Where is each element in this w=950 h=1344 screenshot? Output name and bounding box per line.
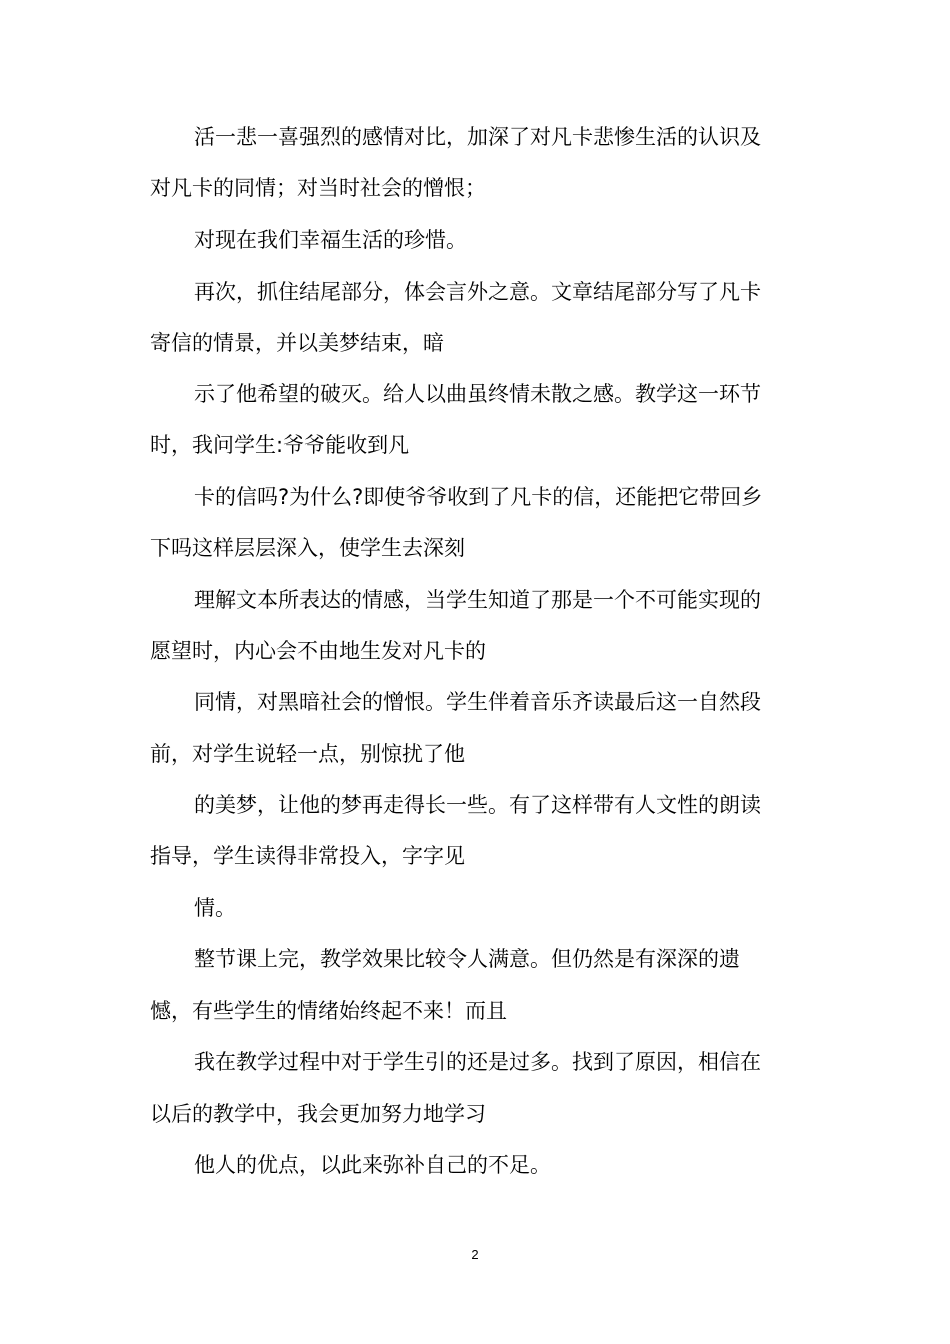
text-line-21: 他人的优点，以此来弥补自己的不足。: [194, 1153, 551, 1177]
page-number: 2: [471, 1247, 479, 1262]
text-line-14: 的美梦，让他的梦再走得长一些。有了这样带有人文性的朗读: [194, 793, 761, 817]
text-line-20: 以后的教学中，我会更加努力地学习: [150, 1102, 486, 1126]
text-line-19: 我在教学过程中对于学生引的还是过多。找到了原因，相信在: [194, 1050, 761, 1074]
text-line-7: 时，我问学生:爷爷能收到凡: [150, 433, 410, 457]
text-line-10: 理解文本所表达的情感，当学生知道了那是一个不可能实现的: [194, 588, 761, 612]
text-line-15: 指导，学生读得非常投入，字字见: [150, 844, 465, 868]
text-line-3: 对现在我们幸福生活的珍惜。: [194, 228, 467, 252]
text-line-4: 再次，抓住结尾部分，体会言外之意。文章结尾部分写了凡卡: [194, 280, 761, 304]
text-line-13: 前，对学生说轻一点，别惊扰了他: [150, 742, 465, 766]
text-line-11: 愿望时，内心会不由地生发对凡卡的: [150, 639, 486, 663]
text-line-12: 同情，对黑暗社会的憎恨。学生伴着音乐齐读最后这一自然段: [194, 690, 761, 714]
text-line-6: 示了他希望的破灭。给人以曲虽终情未散之感。教学这一环节: [194, 382, 761, 406]
text-line-8: 卡的信吗?为什么?即使爷爷收到了凡卡的信，还能把它带回乡: [194, 485, 763, 509]
text-line-1: 活一悲一喜强烈的感情对比，加深了对凡卡悲惨生活的认识及: [194, 125, 761, 149]
text-line-17: 整节课上完，教学效果比较令人满意。但仍然是有深深的遗: [194, 947, 740, 971]
text-line-16: 情。: [194, 896, 236, 920]
text-line-9: 下吗这样层层深入，使学生去深刻: [150, 536, 465, 560]
text-line-5: 寄信的情景，并以美梦结束，暗: [150, 331, 444, 355]
text-line-18: 憾，有些学生的情绪始终起不来！而且: [150, 999, 507, 1023]
text-line-2: 对凡卡的同情；对当时社会的憎恨；: [150, 176, 486, 200]
